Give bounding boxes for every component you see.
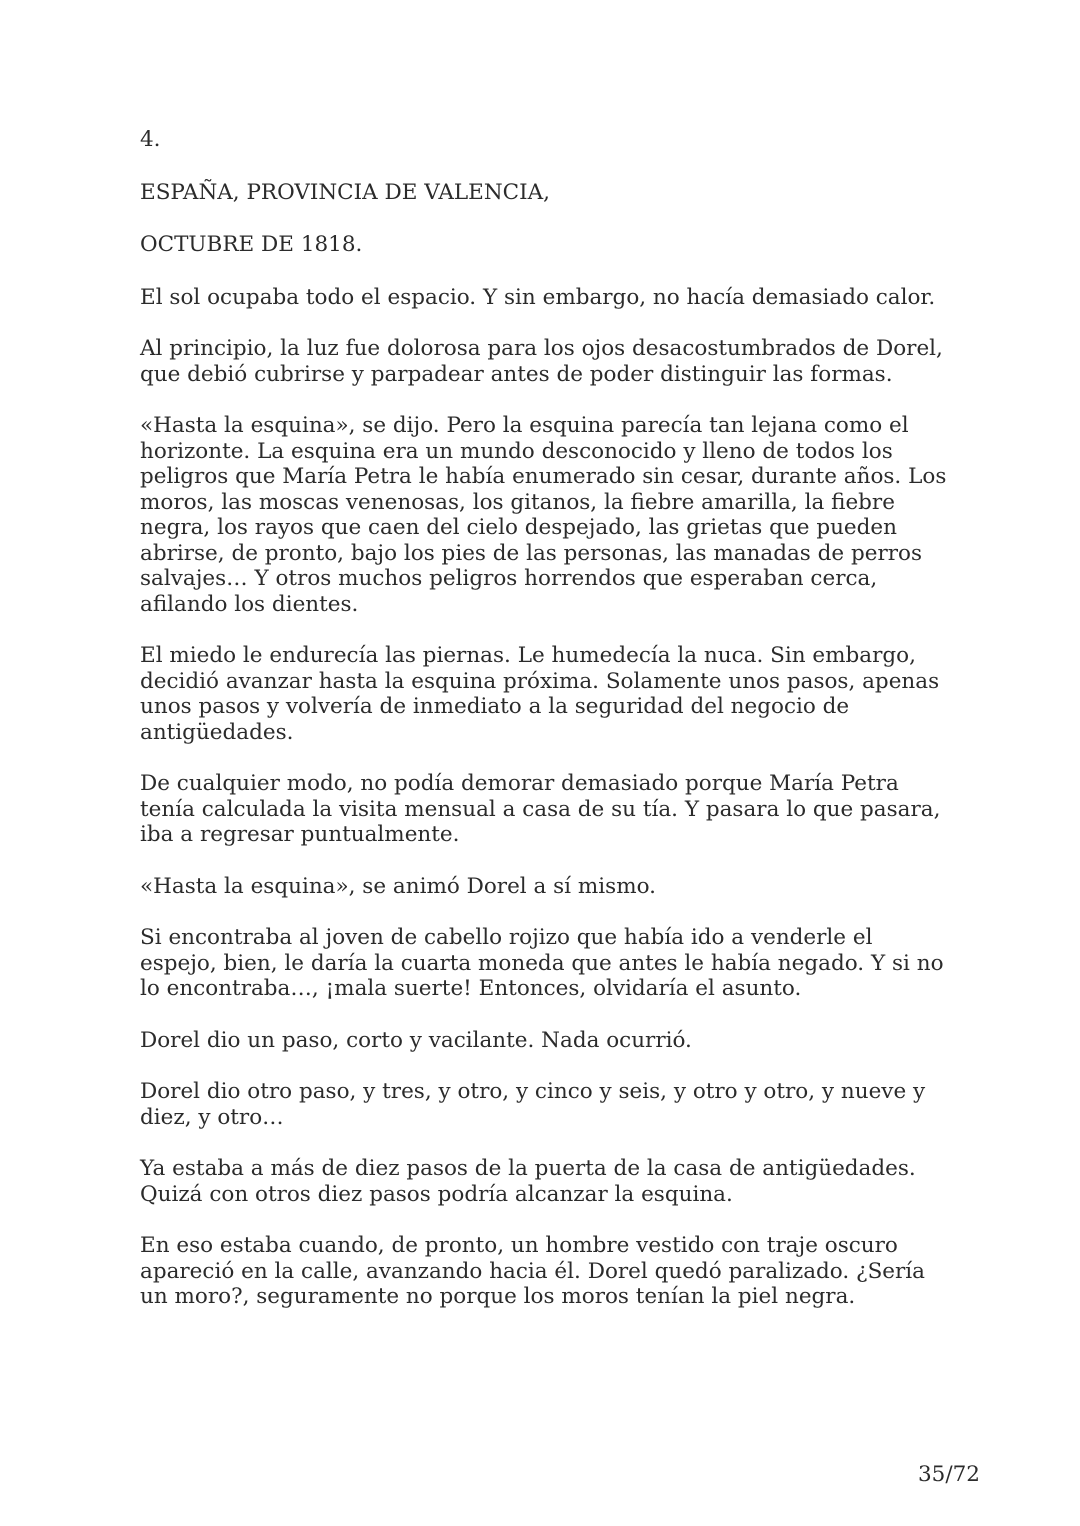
paragraph-9: Dorel dio otro paso, y tres, y otro, y cinco y seis, y otro y otro, y nueve y diez, y otro… bbox=[140, 1079, 926, 1130]
paragraph-10: Ya estaba a más de diez pasos de la puerta de la casa de antigüedades. Quizá con otros diez pasos podría alcanzar la esquina. bbox=[140, 1156, 916, 1207]
date-heading: OCTUBRE DE 1818. bbox=[140, 232, 363, 257]
location-heading: ESPAÑA, PROVINCIA DE VALENCIA, bbox=[140, 179, 550, 205]
paragraph-1: El sol ocupaba todo el espacio. Y sin embargo, no hacía demasiado calor. bbox=[140, 284, 936, 310]
paragraph-11: En eso estaba cuando, de pronto, un hombre vestido con traje oscuro apareció en la calle, avanzando hacia él. Dorel quedó paralizado. ¿Sería un moro?, seguramente no porque los moros tenían la piel negra. bbox=[140, 1233, 925, 1309]
paragraph-2: Al principio, la luz fue dolorosa para los ojos desacostumbrados de Dorel, que debió cubrirse y parpadear antes de poder distinguir las formas. bbox=[140, 336, 943, 387]
paragraph-8: Dorel dio un paso, corto y vacilante. Nada ocurrió. bbox=[140, 1027, 692, 1053]
paragraph-7: Si encontraba al joven de cabello rojizo que había ido a venderle el espejo, bien, le daría la cuarta moneda que antes le había negado. Y si no lo encontraba…, ¡mala suerte! Entonces, olvidaría el asunto. bbox=[140, 925, 944, 1001]
page-number: 35/72 bbox=[918, 1462, 980, 1487]
paragraph-5: De cualquier modo, no podía demorar demasiado porque María Petra tenía calculada la visita mensual a casa de su tía. Y pasara lo que pasara, iba a regresar puntualmente. bbox=[140, 771, 941, 847]
paragraph-4: El miedo le endurecía las piernas. Le humedecía la nuca. Sin embargo, decidió avanzar hasta la esquina próxima. Solamente unos pasos, apenas unos pasos y volvería de inmediato a la seguridad del negocio de antigüedades. bbox=[140, 643, 940, 745]
paragraph-6: «Hasta la esquina», se animó Dorel a sí mismo. bbox=[140, 873, 656, 899]
document-page bbox=[140, 127, 950, 1336]
paragraph-3: «Hasta la esquina», se dijo. Pero la esquina parecía tan lejana como el horizonte. La esquina era un mundo desconocido y lleno de todos los peligros que María Petra le había enumerado sin cesar, durante años. Los moros, las moscas venenosas, los gitanos, la fiebre amarilla, la fiebre negra, los rayos que caen del cielo despejado, las grietas que pueden abrirse, de pronto, bajo los pies de las personas, las manadas de perros salvajes… Y otros muchos peligros horrendos que esperaban cerca, afilando los dientes. bbox=[140, 413, 947, 617]
chapter-number: 4. bbox=[140, 127, 161, 152]
